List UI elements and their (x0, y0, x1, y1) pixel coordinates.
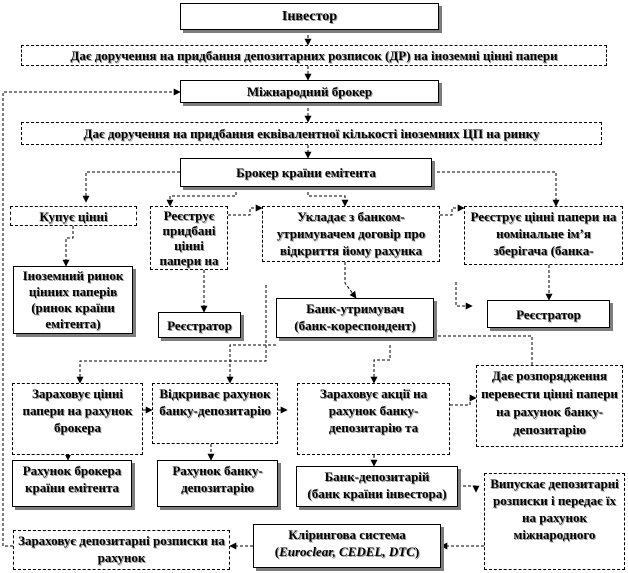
opens-depository-account-box (152, 383, 278, 444)
custodian-bank-box (276, 298, 434, 338)
intl-broker-box (180, 80, 439, 103)
registers-acquired-label: Реєструє придбані цінні папери на (159, 208, 219, 268)
credits-depository-shares-label: Зараховує акції на рахунок банку-депозитарію та (319, 386, 428, 435)
registers-acquired-box (150, 206, 228, 270)
issues-receipts-box (484, 473, 625, 570)
depository-bank-title: Банк-депозитарій (324, 469, 430, 484)
issues-receipts-label: Випускає депозитарні розписки і передає їх на рахунок міжнародного (490, 476, 619, 542)
issuer-broker-label: Брокер країни емітента (236, 165, 376, 180)
foreign-market-label: Іноземний ринок цінних паперів (ринок країни емітента) (22, 268, 124, 331)
registrar-left-box (158, 312, 241, 338)
clearing-system-box (253, 524, 441, 568)
clearing-system-title: Кліринговa система (288, 527, 406, 542)
credits-broker-account-box (12, 383, 143, 455)
concludes-agreement-box (262, 206, 440, 262)
credits-depository-shares-box (297, 383, 450, 455)
order-equivalent-label: Дає доручення на придбання еквівалентної кількості іноземних ЦП на ринку (83, 126, 540, 141)
opens-depository-account-label: Відкриває рахунок банку-депозитарію (159, 386, 271, 418)
buys-securities-box (10, 206, 137, 226)
orders-transfer-label: Дає розпорядження перевести цінні папери на рахунок банку-депозитарію (481, 368, 618, 437)
custodian-bank-subtitle: (банк-кореспондент) (294, 318, 416, 333)
depository-account-box (157, 460, 278, 507)
registrar-right-label: Реєстратор (516, 306, 581, 322)
clearing-systems-names: (Euroclear, CEDEL, DTC) (274, 544, 420, 559)
broker-account-label: Рахунок брокера країни емітента (22, 463, 122, 495)
credits-receipts-box (13, 530, 230, 570)
order-dr-box (21, 45, 607, 66)
investor-box (180, 3, 439, 30)
foreign-market-box (13, 266, 133, 334)
clearing-systems-list: Euroclear, CEDEL, DTC (279, 544, 415, 559)
credits-broker-account-label: Зараховує цінні папери на рахунок брокера (22, 386, 133, 435)
credits-receipts-label: Зараховує депозитарні розписки на рахунок (18, 533, 225, 565)
depository-bank-subtitle: (банк країни інвестора) (307, 486, 447, 501)
orders-transfer-box (476, 365, 623, 447)
order-dr-label: Дає доручення на придбання депозитарних розписок (ДР) на іноземні цінні папери (70, 48, 558, 63)
registers-nominal-box (464, 206, 623, 265)
investor-label: Інвестор (281, 9, 338, 24)
concludes-agreement-label: Укладає з банком-утримувачем договір про відкриття йому рахунка (276, 209, 426, 258)
broker-account-box (12, 460, 132, 507)
buys-securities-label: Купує цінні (39, 209, 108, 224)
registrar-left-label: Реєстратор (167, 317, 232, 333)
intl-broker-label: Міжнародний брокер (246, 84, 373, 99)
order-equivalent-box (21, 122, 602, 145)
registers-nominal-label: Реєструє цінні папери на номінальне ім’я зберігача (банка- (470, 209, 617, 258)
custodian-bank-title: Банк-утримувач (306, 301, 404, 316)
registrar-right-box (487, 300, 610, 328)
depository-bank-box (296, 466, 458, 507)
depository-account-label: Рахунок банку-депозитарію (172, 463, 263, 495)
issuer-broker-box (180, 158, 432, 187)
